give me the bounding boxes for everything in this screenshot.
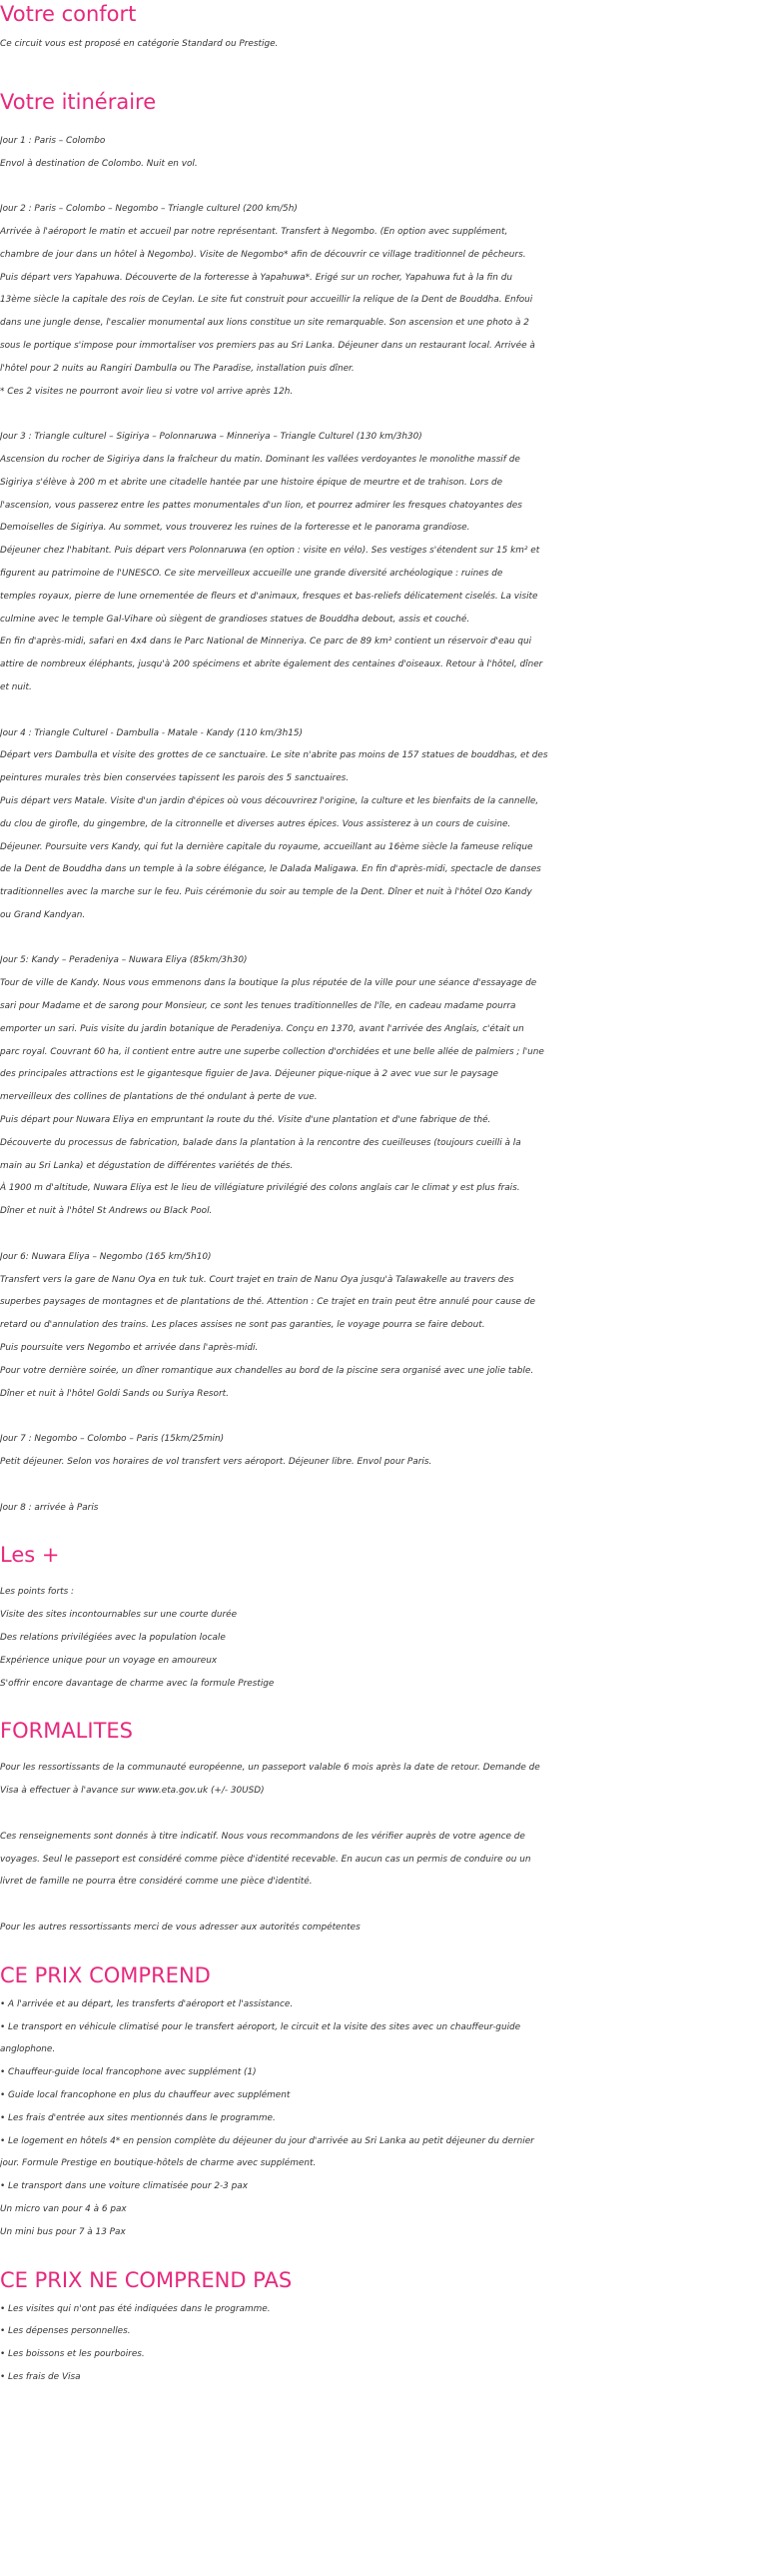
paragraph-confort-0: [0, 33, 755, 56]
text-line: Sigiriya s'élève à 200 m et abrite une citadelle hantée par une histoire épique de meurtre et de trahison. Lors de: [0, 477, 503, 488]
text-line: Un mini bus pour 7 à 13 Pax: [0, 2226, 126, 2237]
text-line: • Guide local francophone en plus du chauffeur avec supplément: [0, 2089, 291, 2100]
section-ce-prix-comprend: [0, 1939, 755, 2244]
paragraph-itineraire-6: [0, 1428, 755, 1474]
section-title-les-plus: Les +: [0, 1543, 60, 1568]
text-line: 13ème siècle la capitale des rois de Ceylan. Le site fut construit pour accueillir la relique de la Dent de Bouddha. Enfoui: [0, 295, 533, 306]
text-line: temples royaux, pierre de lune ornementée de fleurs et d'animaux, fresques et bas-reliefs délicatement ciselés. La visite: [0, 591, 538, 602]
text-line: Puis poursuite vers Negombo et arrivée dans l'après-midi.: [0, 1343, 259, 1354]
text-line: Visa à effectuer à l'avance sur www.eta.gov.uk (+/- 30USD): [0, 1786, 265, 1797]
text-line: Puis départ vers Matale. Visite d'un jardin d'épices où vous découvrirez l'origine, la culture et les bienfaits de la cannelle,: [0, 795, 539, 806]
text-line: Découverte du processus de fabrication, balade dans la plantation à la rencontre des cueilleuses (toujours cueilli à la: [0, 1137, 521, 1148]
text-line: jour. Formule Prestige en boutique-hôtels de charme avec supplément.: [0, 2158, 317, 2169]
paragraph-itineraire-2: [0, 426, 755, 699]
text-line: Jour 8 : arrivée à Paris: [0, 1502, 99, 1513]
text-line: parc royal. Couvrant 60 ha, il contient entre autre une superbe collection d'orchidées et une belle allée de palmiers ; l'une: [0, 1046, 544, 1057]
text-line: emporter un sari. Puis visite du jardin botanique de Peradeniya. Conçu en 1370, avant l'arrivée des Anglais, c'était un: [0, 1023, 524, 1034]
text-line: Ce circuit vous est proposé en catégorie Standard ou Prestige.: [0, 39, 279, 49]
paragraph-itineraire-0: [0, 130, 755, 176]
text-line: superbes paysages de montagnes et de plantations de thé. Attention : Ce trajet en train peut être annulé pour cause de: [0, 1297, 535, 1308]
text-line: * Ces 2 visites ne pourront avoir lieu si votre vol arrive après 12h.: [0, 386, 294, 397]
text-line: • Le transport en véhicule climatisé pour le transfert aéroport, le circuit et la visite des sites avec un chauffeur-guide: [0, 2021, 521, 2032]
text-line: sous le portique s'impose pour immortaliser vos premiers pas au Sri Lanka. Déjeuner dans un restaurant local. Arrivée à: [0, 340, 535, 351]
paragraph-formalites-2: [0, 1917, 755, 1939]
text-line: merveilleux des collines de plantations de thé ondulant à perte de vue.: [0, 1092, 318, 1103]
text-line: peintures murales très bien conservées tapissent les parois des 5 sanctuaires.: [0, 773, 350, 784]
text-line: culmine avec le temple Gal-Vihare où siègent de grandioses statues de Bouddha debout, assis et couché.: [0, 614, 470, 625]
text-line: Pour votre dernière soirée, un dîner romantique aux chandelles au bord de la piscine sera organisé avec une jolie table.: [0, 1365, 534, 1376]
text-line: Un micro van pour 4 à 6 pax: [0, 2203, 127, 2214]
paragraph-itineraire-3: [0, 722, 755, 927]
text-line: Dîner et nuit à l'hôtel St Andrews ou Black Pool.: [0, 1206, 213, 1217]
text-line: Arrivée à l'aéroport le matin et accueil par notre représentant. Transfert à Negombo. (En option avec supplément,: [0, 226, 508, 237]
text-line: Jour 2 : Paris – Colombo – Negombo – Triangle culturel (200 km/5h): [0, 204, 298, 215]
text-line: Envol à destination de Colombo. Nuit en vol.: [0, 158, 198, 169]
text-line: À 1900 m d'altitude, Nuwara Eliya est le lieu de villégiature privilégié des colons anglais car le climat y est plus frais.: [0, 1183, 520, 1194]
text-line: Petit déjeuner. Selon vos horaires de vol transfert vers aéroport. Déjeuner libre. Envol pour Paris.: [0, 1457, 432, 1468]
section-formalites: [0, 1695, 755, 1938]
text-line: • Chauffeur-guide local francophone avec supplément (1): [0, 2067, 257, 2078]
paragraph-itineraire-5: [0, 1246, 755, 1406]
text-line: Puis départ vers Yapahuwa. Découverte de la forteresse à Yapahuwa*. Erigé sur un rocher, Yapahuwa fut à la fin du: [0, 272, 512, 283]
text-line: • A l'arrivée et au départ, les transferts d'aéroport et l'assistance.: [0, 1998, 294, 2009]
section-confort: [0, 0, 755, 56]
text-line: Déjeuner chez l'habitant. Puis départ vers Polonnaruwa (en option : visite en vélo). Ses vestiges s'étendent sur 15 km² et: [0, 546, 540, 557]
text-line: Transfert vers la gare de Nanu Oya en tuk tuk. Court trajet en train de Nanu Oya jusqu'à Talawakelle au travers des: [0, 1274, 514, 1285]
text-line: Jour 5: Kandy – Peradeniya – Nuwara Eliya (85km/3h30): [0, 955, 248, 966]
text-line: Jour 6: Nuwara Eliya – Negombo (165 km/5h10): [0, 1251, 212, 1262]
paragraph-itineraire-4: [0, 949, 755, 1223]
text-line: traditionnelles avec la marche sur le feu. Puis cérémonie du soir au temple de la Dent. Dîner et nuit à l'hôtel Ozo Kandy: [0, 887, 532, 898]
paragraph-itineraire-1: [0, 198, 755, 403]
text-line: attire de nombreux éléphants, jusqu'à 200 spécimens et abrite également des centaines d'oiseaux. Retour à l'hôtel, dîner: [0, 659, 543, 670]
text-line: Puis départ pour Nuwara Eliya en empruntant la route du thé. Visite d'une plantation et d'une fabrique de thé.: [0, 1115, 491, 1126]
text-line: • Le logement en hôtels 4* en pension complète du déjeuner du jour d'arrivée au Sri Lanka au petit déjeuner du dernier: [0, 2135, 534, 2146]
text-line: sari pour Madame et de sarong pour Monsieur, ce sont les tenues traditionnelles de l'île, en cadeau madame pourra: [0, 1001, 516, 1012]
paragraph-formalites-1: [0, 1826, 755, 1894]
text-line: Dîner et nuit à l'hôtel Goldi Sands ou Suriya Resort.: [0, 1388, 229, 1399]
text-line: l'hôtel pour 2 nuits au Rangiri Dambulla ou The Paradise, installation puis dîner.: [0, 363, 355, 374]
text-line: voyages. Seul le passeport est considéré comme pièce d'identité recevable. En aucun cas un permis de conduire ou un: [0, 1854, 531, 1865]
text-line: Demoiselles de Sigiriya. Au sommet, vous trouverez les ruines de la forteresse et le panorama grandiose.: [0, 523, 470, 534]
text-line: chambre de jour dans un hôtel à Negombo). Visite de Negombo* afin de découvrir ce village traditionnel de pêcheurs.: [0, 249, 526, 260]
text-line: Des relations privilégiées avec la population locale: [0, 1633, 226, 1643]
section-title-ce-prix-comprend: CE PRIX COMPREND: [0, 1962, 211, 1987]
text-line: • Les frais de Visa: [0, 2371, 81, 2382]
text-line: Pour les autres ressortissants merci de vous adresser aux autorités compétentes: [0, 1922, 361, 1932]
text-line: main au Sri Lanka) et dégustation de différentes variétés de thés.: [0, 1160, 294, 1171]
section-ce-prix-ne-comprend-pas: [0, 2244, 755, 2389]
text-line: ou Grand Kandyan.: [0, 909, 86, 920]
text-line: Visite des sites incontournables sur une courte durée: [0, 1610, 238, 1621]
text-line: Ces renseignements sont donnés à titre indicatif. Nous vous recommandons de les vérifier auprès de votre agence de: [0, 1831, 525, 1842]
text-line: du clou de girofle, du gingembre, de la citronnelle et diverses autres épices. Vous assisterez à un cours de cuisine.: [0, 818, 511, 829]
text-line: Ascension du rocher de Sigiriya dans la fraîcheur du matin. Dominant les vallées verdoyantes le monolithe massif de: [0, 454, 520, 465]
text-line: • Le transport dans une voiture climatisée pour 2-3 pax: [0, 2181, 248, 2192]
text-line: retard ou d'annulation des trains. Les places assises ne sont pas garanties, le voyage pourra se faire debout.: [0, 1320, 485, 1331]
section-title-itineraire: Votre itinéraire: [0, 89, 157, 114]
text-line: et nuit.: [0, 681, 32, 692]
text-line: Départ vers Dambulla et visite des grottes de ce sanctuaire. Le site n'abrite pas moins de 157 statues de bouddhas, et des: [0, 750, 548, 761]
text-line: figurent au patrimoine de l'UNESCO. Ce site merveilleux accueille une grande diversité archéologique : ruines de: [0, 568, 503, 579]
section-title-formalites: FORMALITES: [0, 1719, 134, 1744]
text-line: l'ascension, vous passerez entre les pattes monumentales d'un lion, et pourrez admirer les fresques chatoyantes des: [0, 500, 522, 511]
paragraph-plus-0: [0, 1581, 755, 1695]
paragraph-comprend-0: [0, 1993, 755, 2244]
section-les-plus: [0, 1519, 755, 1695]
section-title-ce-prix-ne-comprend-pas: CE PRIX NE COMPREND PAS: [0, 2267, 293, 2292]
text-line: • Les boissons et les pourboires.: [0, 2349, 145, 2360]
text-line: des principales attractions est le gigantesque figuier de Java. Déjeuner pique-nique à 2 avec vue sur le paysage: [0, 1069, 498, 1080]
paragraph-ne-comprend-pas-0: [0, 2298, 755, 2389]
text-line: dans une jungle dense, l'escalier monumental aux lions constitue un site remarquable. Son ascension et une photo à 2: [0, 318, 529, 329]
text-line: anglophone.: [0, 2044, 56, 2055]
paragraph-itineraire-7: [0, 1497, 755, 1520]
text-line: de la Dent de Bouddha dans un temple à la sobre élégance, le Dalada Maligawa. En fin d'après-midi, spectacle de danses: [0, 864, 541, 875]
text-line: Jour 1 : Paris – Colombo: [0, 135, 106, 146]
text-line: Déjeuner. Poursuite vers Kandy, qui fut la dernière capitale du royaume, accueillant au 16ème siècle la fameuse relique: [0, 841, 533, 852]
text-line: • Les dépenses personnelles.: [0, 2326, 131, 2337]
text-line: Expérience unique pour un voyage en amoureux: [0, 1655, 218, 1666]
section-itineraire: [0, 56, 755, 1520]
text-line: livret de famille ne pourra être considéré comme une pièce d'identité.: [0, 1877, 313, 1888]
text-line: En fin d'après-midi, safari en 4x4 dans le Parc National de Minneriya. Ce parc de 89 km² contient un réservoir d'eau qui: [0, 637, 532, 647]
text-line: Pour les ressortissants de la communauté européenne, un passeport valable 6 mois après la date de retour. Demande de: [0, 1763, 540, 1774]
text-line: S'offrir encore davantage de charme avec la formule Prestige: [0, 1678, 275, 1689]
text-line: Jour 7 : Negombo – Colombo – Paris (15km/25min): [0, 1434, 225, 1445]
paragraph-formalites-0: [0, 1757, 755, 1803]
text-line: • Les visites qui n'ont pas été indiquées dans le programme.: [0, 2303, 271, 2314]
text-line: Jour 4 : Triangle Culturel - Dambulla - Matale - Kandy (110 km/3h15): [0, 727, 303, 738]
text-line: Les points forts :: [0, 1587, 75, 1598]
text-line: • Les frais d'entrée aux sites mentionnés dans le programme.: [0, 2112, 276, 2123]
text-line: Jour 3 : Triangle culturel – Sigiriya – Polonnaruwa – Minneriya – Triangle Culturel (130 km/3h30): [0, 432, 422, 443]
text-line: Tour de ville de Kandy. Nous vous emmenons dans la boutique la plus réputée de la ville pour une séance d'essayage de: [0, 978, 537, 989]
section-title-confort: Votre confort: [0, 2, 137, 26]
